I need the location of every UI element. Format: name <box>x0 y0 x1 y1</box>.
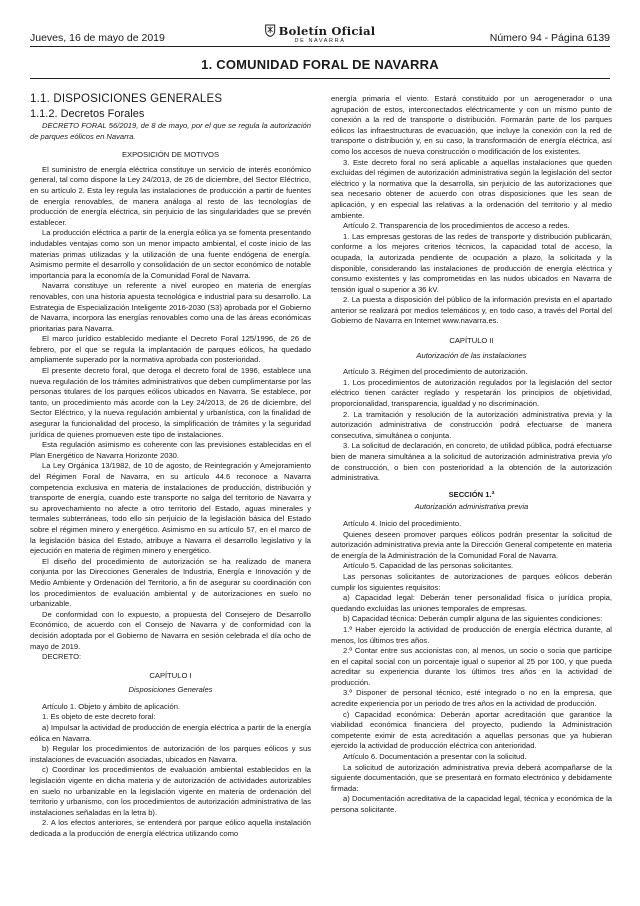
left-column <box>30 92 311 840</box>
paragraph: La producción eléctrica a partir de la energía eólica ya se fomenta presentando indudables ventajas como son un menor impacto ambiental, el coste inicio de las materias primas utilizadas y la utilización de una fuente endógena de energía. Asimismo permite el desarrollo y consolidación de un sector económico de notable importancia para la economía de la Comunidad Foral de Navarra. <box>30 228 311 280</box>
paragraph: El presente decreto foral, que deroga el decreto foral de 1996, establece una nueva regulación de los trámites administrativos que deben cumplimentarse por las personas titulares de los parques eólicos ubicados en Navarra. Se establece, por tanto, un procedimiento más acorde con la Ley 24/2013, de 26 de diciembre, del Sector Eléctrico, y la nueva regulación ambiental y urbanística, con la finalidad de asegurar la funcionalidad del proceso, la simplificación de trámites y la seguridad jurídica de quienes promueven este tipo de instalaciones. <box>30 366 311 439</box>
paragraph: Quienes deseen promover parques eólicos podrán presentar la solicitud de autorización administrativa previa ante la Dirección General competente en materia de energía de la Administración de la Comunidad Foral de Navarra. <box>331 529 612 560</box>
motives-heading: EXPOSICIÓN DE MOTIVOS <box>121 150 220 160</box>
decreto-label: DECRETO: <box>42 652 82 662</box>
heading-disposiciones: 1.1. DISPOSICIONES GENERALES <box>30 93 223 105</box>
publication-name: Boletín Oficial <box>278 24 376 38</box>
article-line: Artículo 5. Capacidad de las personas solicitantes. <box>343 561 514 571</box>
decree-title: DECRETO FORAL 56/2019, de 8 de mayo, por el que se regula la autorización de parques eólicos en Navarra. <box>30 121 311 141</box>
paragraph: De conformidad con lo expuesto, a propuesta del Consejero de Desarrollo Económico, de acuerdo con el Consejo de Navarra y de conformidad con la decisión adoptada por el Gobierno de Navarra en sesión celebrada el día ocho de mayo de 2019. <box>30 609 311 651</box>
paragraph: Navarra constituye un referente a nivel europeo en materia de energías renovables, con una historia apuesta tecnológica e industrial para su desarrollo. La Estrategia de Especialización Inteligente 2016-2030 (S3) aprobada por el Gobierno de Navarra, incorpora las energías renovables como una de las áreas económicas prioritarias para Navarra. <box>30 281 311 333</box>
coat-of-arms-icon <box>265 24 276 37</box>
paragraph: 1. Las empresas gestoras de las redes de transporte y distribución publicarán, conforme a los mejores criterios técnicos, la capacidad total de acceso, la ocupada, la autorizada pendiente de ocupación a plazo, la solicitada y la disponible, considerando las instalaciones de producción de energía eléctrica y consumo existentes y las comprometidas en las nudos ubicados en Navarra de tensión igual o superior a 36 kV. <box>331 231 612 294</box>
publication-masthead <box>265 24 376 44</box>
paragraph: 2. La tramitación y resolución de la autorización administrativa previa y la autorización administrativa de construcción podrá efectuarse de manera consecutiva, simultánea o conjunta. <box>331 409 612 440</box>
paragraph: 2. A los efectos anteriores, se entenderá por parque eólico aquella instalación dedicada a la producción de energía eléctrica utilizando como <box>30 818 311 838</box>
paragraph: c) Coordinar los procedimientos de evaluación ambiental establecidos en la legislación vigente en dicha materia y de autorización de actividades autorizables en suelo no urbanizable en la legislación vigente en materia de ordenación del territorio y urbanismo, con los procedimientos de autorización administrativa de las instalaciones señaladas en la letra b). <box>30 765 311 817</box>
section-title: 1. COMUNIDAD FORAL DE NAVARRA <box>201 57 439 72</box>
article-line: Artículo 3. Régimen del procedimiento de autorización. <box>343 367 528 377</box>
article-line: Artículo 4. Inicio del procedimiento. <box>343 518 462 528</box>
issue-date: Jueves, 16 de mayo de 2019 <box>30 32 165 44</box>
paragraph: 1. Es objeto de este decreto foral: <box>42 712 156 722</box>
right-column <box>331 94 612 816</box>
article-line: Artículo 1. Objeto y ámbito de aplicación. <box>42 701 181 711</box>
running-header <box>30 24 610 46</box>
chapter-title: Autorización de las instalaciones <box>416 350 527 360</box>
paragraph: 2. La puesta a disposición del público de la información prevista en el apartado anterior se realizará por medios telemáticos y, en todo caso, a través del Portal del Gobierno de Navarra en Internet www.navarra.es. <box>331 295 612 326</box>
paragraph: energía primaria el viento. Estará constituido por un aerogenerador o una agrupación de estos, interconectados eléctricamente y con un mismo punto de conexión a la red de transporte o distribución. Formarán parte de los parques eólicos las infraestructuras de evacuación, que incluye la conexión con la red de transporte o distribución y, en su caso, la transformación de energía eléctrica, así como los accesos de nueva construcción o modificación de los existentes. <box>331 94 612 156</box>
paragraph: c) Capacidad económica: Deberán aportar acreditación que garantice la viabilidad económica financiera del proyecto, pudiendo la Administración competente eximir de esta acreditación a aquellas personas que ya hubieran ejercido la actividad de producción eléctrica con anterioridad. <box>331 709 612 751</box>
article-line: Artículo 6. Documentación a presentar con la solicitud. <box>343 752 527 762</box>
chapter-heading: CAPÍTULO II <box>449 336 494 346</box>
paragraph: La solicitud de autorización administrativa previa deberá acompañarse de la siguiente documentación, que se presentará en formato electrónico y debidamente firmada: <box>331 762 612 793</box>
article-line: Artículo 2. Transparencia de los procedimientos de acceso a redes. <box>343 221 570 231</box>
section-subtitle: Autorización administrativa previa <box>414 502 529 512</box>
paragraph: 3. La solicitud de declaración, en concreto, de utilidad pública, podrá efectuarse bien de manera simultánea a la solicitud de autorización administrativa previa y/o de construcción, o bien con posterioridad a la obtención de la autorización administrativa. <box>331 441 612 483</box>
paragraph: a) Documentación acreditativa de la capacidad legal, técnica y económica de la persona solicitante. <box>331 794 612 814</box>
issue-page-reference: Número 94 - Página 6139 <box>489 32 610 44</box>
paragraph: El suministro de energía eléctrica constituye un servicio de interés económico general, tal como dispone la Ley 24/2013, de 26 de diciembre, del Sector Eléctrico, en su artículo 2. Esta ley regula las instalaciones de producción a partir de fuentes de energía renovables, de manera análoga al resto de las tecnologías de producción de energía eléctrica, sin perjuicio de las singularidades que se prevén establecer. <box>30 164 311 227</box>
paragraph: b) Capacidad técnica: Deberán cumplir alguna de las siguientes condiciones: <box>343 614 603 624</box>
paragraph: 3.º Disponer de personal técnico, esté integrado o no en la empresa, que acredite experiencia por un periodo de tres años en la actividad de producción. <box>331 688 612 709</box>
chapter-heading: CAPÍTULO I <box>149 670 192 680</box>
paragraph: a) Capacidad legal: Deberán tener personalidad física o jurídica propia, quedando excluidas las uniones temporales de empresas. <box>331 593 612 613</box>
paragraph: La Ley Orgánica 13/1982, de 10 de agosto, de Reintegración y Amejoramiento del Régimen Foral de Navarra, en su artículo 44.6 reconoce a Navarra competencia exclusiva en materia de instalaciones de producción, distribución y transporte de energía, cuando este transporte no salga del territorio de Navarra y su aprovechamiento no afecte a otro territorio del Estado, aguas minerales y termales subterráneas, todo ello sin perjuicio de la legislación básica del Estado sobre el régimen minero y energético. Asimismo en su artículo 57, en el marco de la legislación básica del Estado, atribuye a Navarra el desarrollo legislativo y la ejecución en materia de régimen minero y energético. <box>30 461 311 556</box>
paragraph: 3. Este decreto foral no será aplicable a aquellas instalaciones que queden excluidas del régimen de autorización administrativa según la legislación del sector eléctrico y la normativa que la desarrolla, sin perjuicio de las autorizaciones que sea necesario obtener de acuerdo con otras disposiciones que les sean de aplicación, y en especial las relativas a la ordenación del territorio y al medio ambiente. <box>331 157 612 220</box>
header-divider <box>30 46 610 47</box>
section-divider <box>30 78 610 79</box>
publication-subtitle: DE NAVARRA <box>294 38 346 44</box>
paragraph: b) Regular los procedimientos de autorización de los parques eólicos y sus instalaciones de evacuación asociadas, ubicados en Navarra. <box>30 744 311 764</box>
chapter-title: Disposiciones Generales <box>128 685 213 695</box>
paragraph: Esta regulación asimismo es coherente con las previsiones establecidas en el Plan Energético de Navarra Horizonte 2030. <box>30 440 311 460</box>
paragraph: 2.º Contar entre sus accionistas con, al menos, un socio o socia que participe en el capital social con un porcentaje igual o superior al 25 por 100, y que pueda acreditar su experiencia durante los últimos tres años en la actividad de producción. <box>331 646 612 687</box>
paragraph: Las personas solicitantes de autorizaciones de parques eólicos deberán cumplir los siguientes requisitos: <box>331 571 612 592</box>
paragraph: a) Impulsar la actividad de producción de energía eléctrica a partir de la energía eólica en Navarra. <box>30 723 311 743</box>
paragraph: El diseño del procedimiento de autorización se ha realizado de manera conjunta por las Direcciones Generales de Industria, Energía e Innovación y de Medio Ambiente y Ordenación del Territorio, a fin de asegurar su coordinación con los procedimientos de evaluación ambiental y de autorizaciones en suelo no urbanizable. <box>30 556 311 609</box>
heading-decretos: 1.1.2. Decretos Forales <box>30 108 145 120</box>
section-heading: SECCIÓN 1.ª <box>448 489 495 499</box>
paragraph: 1.º Haber ejercido la actividad de producción de energía eléctrica durante, al menos, los últimos tres años. <box>331 624 612 645</box>
paragraph: 1. Los procedimientos de autorización regulados por la legislación del sector eléctrico tienen carácter reglado y respetarán los principios de objetividad, proporcionalidad, transparencia, igualdad y no discriminación. <box>331 377 612 409</box>
paragraph: El marco jurídico establecido mediante el Decreto Foral 125/1996, de 26 de febrero, por el que se regula la implantación de parques eólicos, ha quedado ampliamente superado por la normativa aprobada con posterioridad. <box>30 334 311 365</box>
